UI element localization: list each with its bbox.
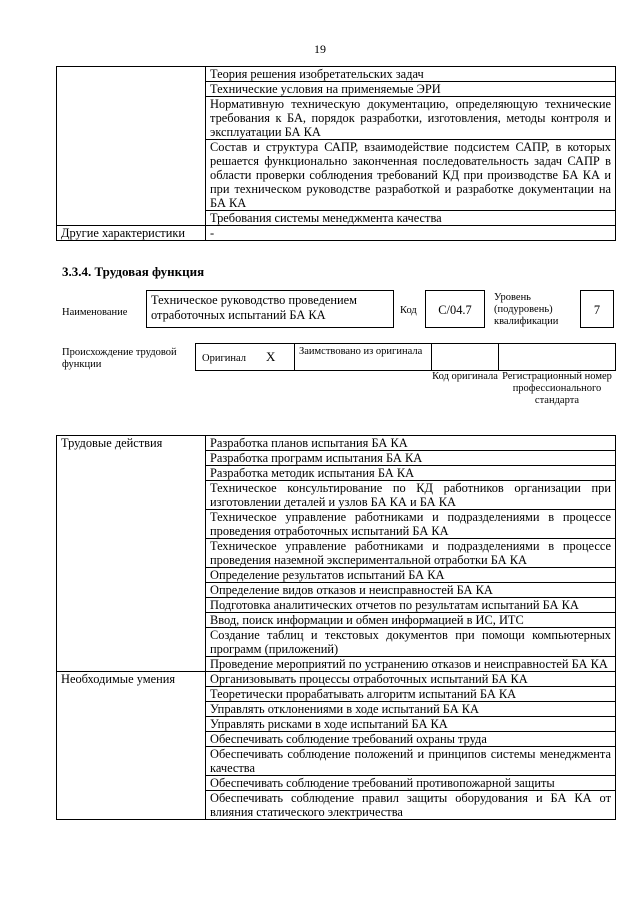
labor-action-item: Разработка методик испытания БА КА <box>206 466 616 481</box>
skills-label: Необходимые умения <box>57 672 206 820</box>
borrowed-cell <box>294 343 432 371</box>
origin-label: Происхождение трудовой функции <box>62 347 177 370</box>
labor-function-table <box>56 435 616 820</box>
code-box: C/04.7 <box>425 290 485 328</box>
level-label: Уровень (подуровень) квалификации <box>494 292 559 327</box>
page-number: 19 <box>314 42 326 56</box>
labor-action-item: Разработка планов испытания БА КА <box>206 436 616 451</box>
labor-action-item: Проведение мероприятий по устранению отказов и неисправностей БА КА <box>206 657 616 672</box>
knowledge-item: Нормативную техническую документацию, определяющую технические требования к БА, порядок разработки, изготовления, методы контроля и эксплуатации БА КА <box>206 97 616 140</box>
skill-item: Обеспечивать соблюдение требований противопожарной защиты <box>206 776 616 791</box>
level-box: 7 <box>580 290 614 328</box>
name-label: Наименование <box>62 307 128 318</box>
skill-item: Теоретически прорабатывать алгоритм испытаний БА КА <box>206 687 616 702</box>
knowledge-table-continuation <box>56 66 616 241</box>
original-mark: X <box>266 349 276 364</box>
skill-item: Управлять отклонениями в ходе испытаний БА КА <box>206 702 616 717</box>
knowledge-item: Требования системы менеджмента качества <box>206 211 616 226</box>
code-label: Код <box>400 305 417 316</box>
labor-action-item: Определение результатов испытаний БА КА <box>206 568 616 583</box>
skill-item: Организовывать процессы отработочных испытаний БА КА <box>206 672 616 687</box>
original-label: Оригинал <box>202 353 246 364</box>
other-characteristics-value: - <box>206 226 616 241</box>
skill-item: Управлять рисками в ходе испытаний БА КА <box>206 717 616 732</box>
labor-action-item: Техническое консультирование по КД работников организации при изготовлении деталей и узлов БА КА и БА КА <box>206 481 616 510</box>
reg-number-cell <box>498 343 616 371</box>
labor-action-item: Подготовка аналитических отчетов по результатам испытаний БА КА <box>206 598 616 613</box>
skill-item: Обеспечивать соблюдение требований охраны труда <box>206 732 616 747</box>
empty-label-cell <box>57 67 206 226</box>
other-characteristics-label: Другие характеристики <box>57 226 206 241</box>
labor-action-item: Создание таблиц и текстовых документов при помощи компьютерных программ (приложений) <box>206 628 616 657</box>
knowledge-item: Теория решения изобретательских задач <box>206 67 616 82</box>
labor-action-item: Определение видов отказов и неисправностей БА КА <box>206 583 616 598</box>
labor-action-item: Техническое управление работниками и подразделениями в процессе проведения отработочных испытаний БА КА <box>206 510 616 539</box>
skill-item: Обеспечивать соблюдение правил защиты оборудования и БА КА от влияния статического электричества <box>206 791 616 820</box>
labor-action-item: Разработка программ испытания БА КА <box>206 451 616 466</box>
knowledge-item: Технические условия на применяемые ЭРИ <box>206 82 616 97</box>
labor-action-item: Техническое управление работниками и подразделениями в процессе проведения наземной экспериментальной отработки БА КА <box>206 539 616 568</box>
original-cell <box>195 343 295 371</box>
skill-item: Обеспечивать соблюдение положений и принципов системы менеджмента качества <box>206 747 616 776</box>
knowledge-item: Состав и структура САПР, взаимодействие подсистем САПР, в которых решается функционально законченная последовательность задач САПР в области проверки соблюдения требований КД при производстве БА КА и при техническом руководстве разработкой и разработке документации на БА КА <box>206 140 616 211</box>
labor-actions-label: Трудовые действия <box>57 436 206 672</box>
code-original-label: Код оригинала <box>432 371 498 382</box>
borrowed-label: Заимствовано из оригинала <box>299 346 423 357</box>
code-original-cell <box>431 343 499 371</box>
labor-action-item: Ввод, поиск информации и обмен информацией в ИС, ИТС <box>206 613 616 628</box>
section-title: 3.3.4. Трудовая функция <box>62 264 205 279</box>
reg-number-label: Регистрационный номер профессионального стандарта <box>502 371 612 406</box>
function-name-box: Техническое руководство проведением отработочных испытаний БА КА <box>146 290 394 328</box>
